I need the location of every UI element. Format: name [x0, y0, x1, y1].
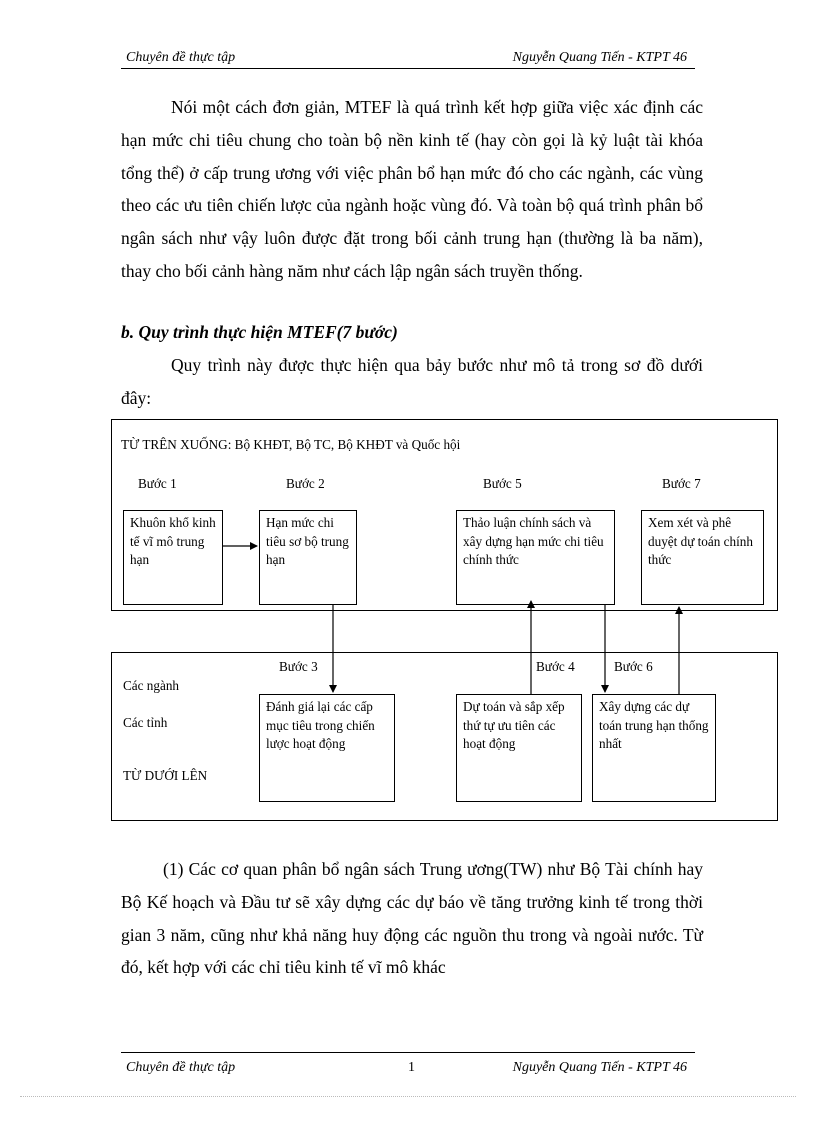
- page-number: 1: [408, 1060, 415, 1075]
- label-provinces: Các tỉnh: [123, 715, 168, 730]
- box-preliminary-ceiling: Hạn mức chi tiêu sơ bộ trung hạn: [259, 510, 357, 605]
- step-6-label: Bước 6: [614, 659, 653, 674]
- box-policy-discussion: Thảo luận chính sách và xây dựng hạn mức chi tiêu chính thức: [456, 510, 615, 605]
- box-estimate-prioritize: Dự toán và sắp xếp thứ tự ưu tiên các hoạt động: [456, 694, 582, 802]
- step-4-label: Bước 4: [536, 659, 575, 674]
- step-7-label: Bước 7: [662, 476, 701, 491]
- step-5-label: Bước 5: [483, 476, 522, 491]
- label-bottom-up: TỪ DƯỚI LÊN: [123, 768, 208, 783]
- step-1-label: Bước 1: [138, 476, 177, 491]
- box-macro-framework: Khuôn khổ kinh tế vĩ mô trung hạn: [123, 510, 223, 605]
- header-left-text: Chuyên đề thực tập: [126, 50, 236, 65]
- footer-right-text: Nguyễn Quang Tiến - KTPT 46: [512, 1060, 687, 1075]
- step-2-label: Bước 2: [286, 476, 325, 491]
- intro-paragraph: Nói một cách đơn giản, MTEF là quá trình kết hợp giữa việc xác định các hạn mức chi tiêu chung cho toàn bộ nền kinh tế (hay còn gọi là kỷ luật tài khóa tổng thể) ở cấp trung ương với việc phân bổ hạn mức đó cho các ngành, các vùng theo các ưu tiên chiến lược của ngành hoặc vùng đó. Và toàn bộ quá trình phân bổ ngân sách như vậy luôn được đặt trong bối cảnh trung hạn (thường là ba năm), thay cho bối cảnh hàng năm như cách lập ngân sách truyền thống.: [121, 97, 703, 281]
- box-strategy-review: Đánh giá lại các cấp mục tiêu trong chiến lược hoạt động: [259, 694, 395, 802]
- box-approval: Xem xét và phê duyệt dự toán chính thức: [641, 510, 764, 605]
- page-bottom-dotted-line: [20, 1096, 796, 1097]
- page-footer: [121, 1052, 695, 1079]
- footer-left-text: Chuyên đề thực tập: [126, 1060, 236, 1075]
- label-sectors: Các ngành: [123, 678, 180, 693]
- section-heading: b. Quy trình thực hiện MTEF(7 bước): [121, 322, 398, 342]
- diagram-intro: Quy trình này được thực hiện qua bảy bước như mô tả trong sơ đồ dưới đây:: [121, 355, 703, 408]
- box-integrated-estimates: Xây dựng các dự toán trung hạn thống nhất: [592, 694, 716, 802]
- header-right-text: Nguyễn Quang Tiến - KTPT 46: [512, 50, 687, 65]
- paragraph-1: (1) Các cơ quan phân bổ ngân sách Trung ương(TW) như Bộ Tài chính hay Bộ Kế hoạch và Đầu tư sẽ xây dựng các dự báo về tăng trưởng kinh tế trong thời gian 3 năm, cũng như khả năng huy động các nguồn thu trong và ngoài nước. Từ đó, kết hợp với các chỉ tiêu kinh tế vĩ mô khác: [121, 859, 703, 978]
- top-down-title: TỪ TRÊN XUỐNG: Bộ KHĐT, Bộ TC, Bộ KHĐT và Quốc hội: [121, 437, 461, 452]
- step-3-label: Bước 3: [279, 659, 318, 674]
